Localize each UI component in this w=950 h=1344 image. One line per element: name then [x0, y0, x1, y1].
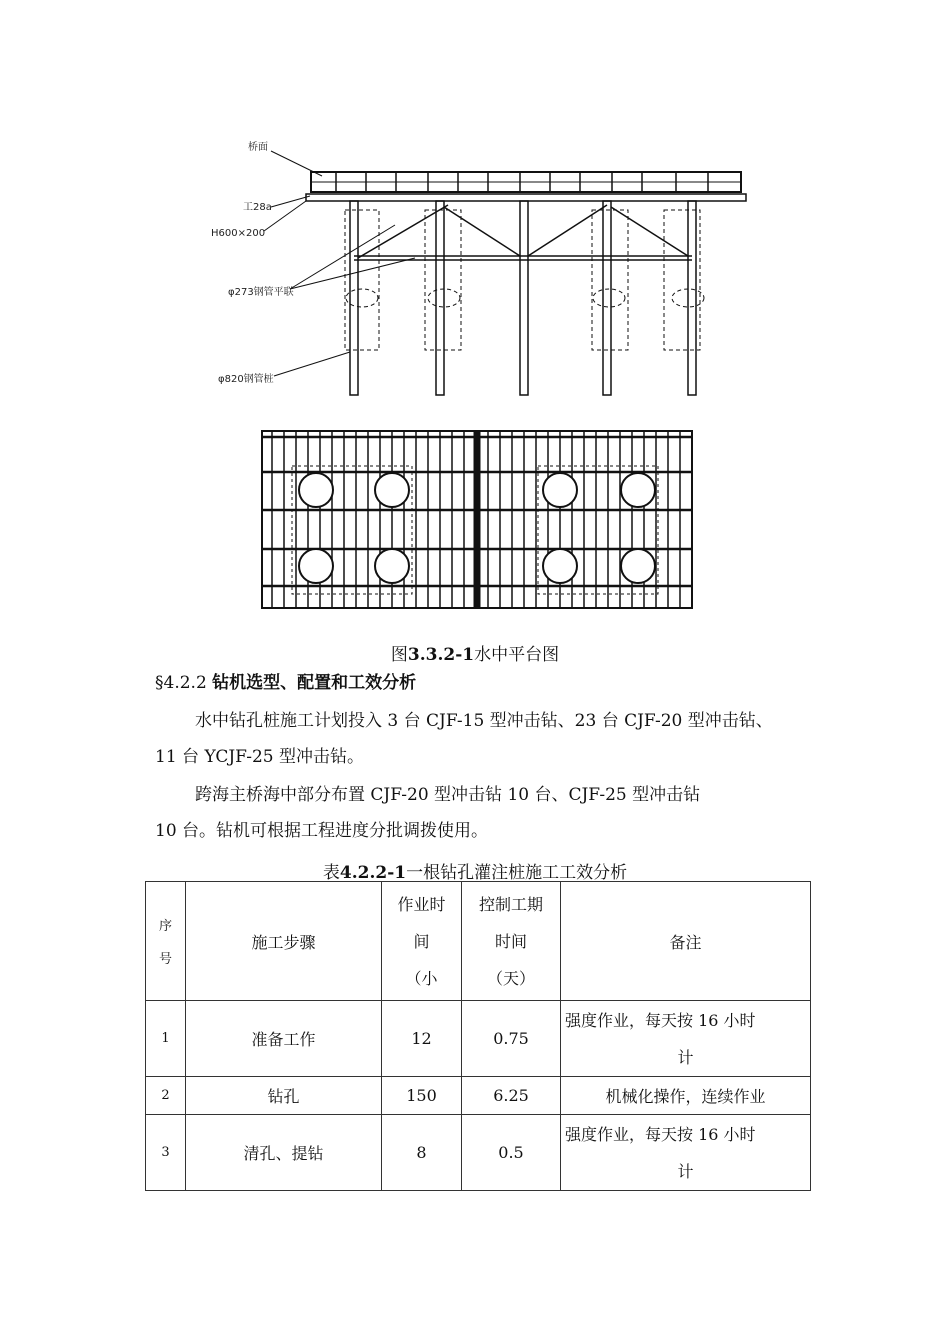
deck-label: 桥面 — [248, 142, 268, 153]
row-3-remark — [561, 1115, 811, 1191]
table-caption-number: 4.2.2-1 — [339, 863, 407, 883]
row-1-hours: 12 — [382, 1001, 462, 1077]
header-worktime-a: 作业时 — [397, 894, 446, 914]
figure-caption-title: 水中平台图 — [474, 645, 560, 665]
figure-caption-prefix: 图 — [390, 645, 408, 665]
row-1-remark-b: 计 — [677, 1047, 694, 1067]
paragraph-1-line-1: 水中钻孔桩施工计划投入 3 台 CJF-15 型冲击钻、23 台 CJF-20 型冲击钻、 — [195, 711, 773, 731]
section-title: 钻机选型、配置和工效分析 — [212, 673, 417, 693]
table-row — [146, 1077, 811, 1115]
paragraph-2-line-2: 10 台。钻机可根据工程进度分批调拨使用。 — [155, 821, 489, 841]
table-row — [146, 1115, 811, 1191]
table-caption-title: 一根钻孔灌注桩施工工效分析 — [406, 863, 628, 883]
header-index-b: 号 — [158, 952, 172, 967]
row-3-remark-b: 计 — [677, 1161, 694, 1181]
efficiency-table — [145, 881, 811, 1191]
row-1-remark-a: 强度作业，每天按 16 小时 — [565, 1010, 756, 1030]
table-caption-prefix: 表 — [322, 863, 340, 883]
pile-label: φ820钢管桩 — [218, 374, 274, 385]
header-period-c: （天） — [486, 968, 535, 988]
row-3-hours: 8 — [382, 1115, 462, 1191]
elevation-labels — [211, 140, 294, 385]
header-period-b: 时间 — [494, 931, 527, 951]
elevation-view — [264, 151, 746, 395]
beam-label: 工28a — [243, 202, 272, 213]
header-step: 施工步骤 — [186, 882, 382, 1001]
figure-caption — [0, 640, 950, 665]
header-period — [462, 882, 561, 1001]
table-header-row — [146, 882, 811, 1001]
row-2-step: 钻孔 — [186, 1077, 382, 1115]
header-period-a: 控制工期 — [478, 894, 543, 914]
table-row — [146, 1001, 811, 1077]
row-1-remark — [561, 1001, 811, 1077]
plan-view — [262, 431, 692, 608]
row-1-no: 1 — [146, 1001, 186, 1077]
section-number: §4.2.2 — [155, 673, 207, 693]
section-heading — [155, 668, 416, 693]
header-worktime — [382, 882, 462, 1001]
header-remark: 备注 — [561, 882, 811, 1001]
row-3-step: 清孔、提钻 — [186, 1115, 382, 1191]
platform-figure — [0, 0, 950, 630]
figure-caption-number: 3.3.2-1 — [407, 645, 475, 665]
row-2-no: 2 — [146, 1077, 186, 1115]
header-index — [146, 882, 186, 1001]
row-1-days: 0.75 — [462, 1001, 561, 1077]
row-2-hours: 150 — [382, 1077, 462, 1115]
table-caption — [0, 858, 950, 883]
row-2-days: 6.25 — [462, 1077, 561, 1115]
row-3-remark-a: 强度作业，每天按 16 小时 — [565, 1124, 756, 1144]
girder-label: H600×200 — [211, 228, 266, 239]
row-3-days: 0.5 — [462, 1115, 561, 1191]
paragraph-1-line-2: 11 台 YCJF-25 型冲击钻。 — [155, 747, 364, 767]
row-2-remark: 机械化操作，连续作业 — [561, 1077, 811, 1115]
row-3-no: 3 — [146, 1115, 186, 1191]
row-1-step: 准备工作 — [186, 1001, 382, 1077]
header-worktime-b: 间 — [413, 931, 430, 951]
header-index-a: 序 — [158, 919, 172, 934]
paragraph-2-line-1: 跨海主桥海中部分布置 CJF-20 型冲击钻 10 台、CJF-25 型冲击钻 — [195, 785, 701, 805]
header-worktime-c: （小 — [405, 968, 438, 988]
brace-label: φ273钢管平联 — [228, 287, 294, 298]
